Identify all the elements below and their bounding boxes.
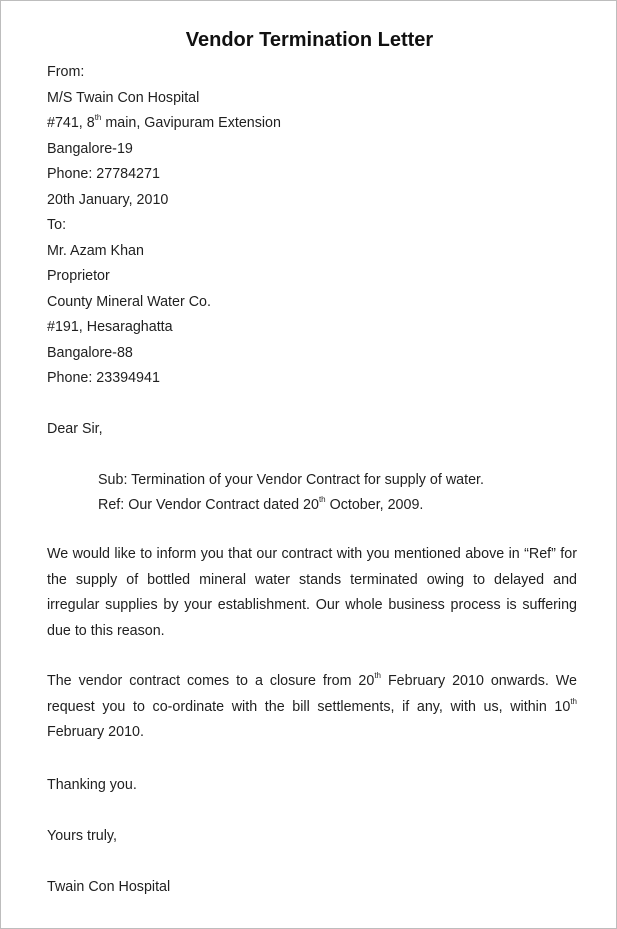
paragraph-2-part-3: February 2010. <box>47 724 144 740</box>
paragraph-2-part-2: February 2010 onwards. We request you to co-ordinate with the bill settlements, if any, with us, within 10 <box>47 673 577 715</box>
to-label: To: <box>47 217 67 233</box>
letter-date: 20th January, 2010 <box>47 192 169 208</box>
recipient-phone: Phone: 23394941 <box>47 370 160 386</box>
sender-city: Bangalore-19 <box>47 141 133 157</box>
paragraph-2-sup-1: th <box>374 671 381 681</box>
sender-address-prefix: #741, 8 <box>47 115 95 131</box>
sender-address <box>47 114 281 132</box>
body-paragraph-1: We would like to inform you that our contract with you mentioned above in “Ref” for the supply of bottled mineral water stands terminated owing to delayed and irregular supplies by your establishment. Our whole business process is suffering due to this reason. <box>47 546 577 639</box>
recipient-city: Bangalore-88 <box>47 345 133 361</box>
sender-address-suffix: main, Gavipuram Extension <box>101 115 281 131</box>
thanks-line: Thanking you. <box>47 777 137 793</box>
recipient-address: #191, Hesaraghatta <box>47 319 173 335</box>
page-title: Vendor Termination Letter <box>185 29 434 51</box>
paragraph-2-part-1: The vendor contract comes to a closure from 20 <box>47 673 375 689</box>
reference-sup: th <box>318 495 326 505</box>
recipient-designation: Proprietor <box>47 268 110 284</box>
reference-suffix: October, 2009. <box>325 497 424 513</box>
salutation: Dear Sir, <box>47 421 103 437</box>
paragraph-2-sup-2: th <box>570 696 577 706</box>
recipient-name: Mr. Azam Khan <box>47 243 144 259</box>
reference-prefix: Ref: Our Vendor Contract dated 20 <box>98 497 319 513</box>
body-paragraph-2 <box>47 669 577 746</box>
signoff-line: Yours truly, <box>47 828 117 844</box>
sender-phone: Phone: 27784271 <box>47 166 160 182</box>
subject-line: Sub: Termination of your Vendor Contract for supply of water. <box>98 472 484 488</box>
signature-line: Twain Con Hospital <box>47 879 171 895</box>
reference-line <box>98 496 423 514</box>
from-label: From: <box>47 64 85 80</box>
sender-address-sup: th <box>94 113 102 123</box>
recipient-company: County Mineral Water Co. <box>47 294 211 310</box>
sender-name: M/S Twain Con Hospital <box>47 90 200 106</box>
